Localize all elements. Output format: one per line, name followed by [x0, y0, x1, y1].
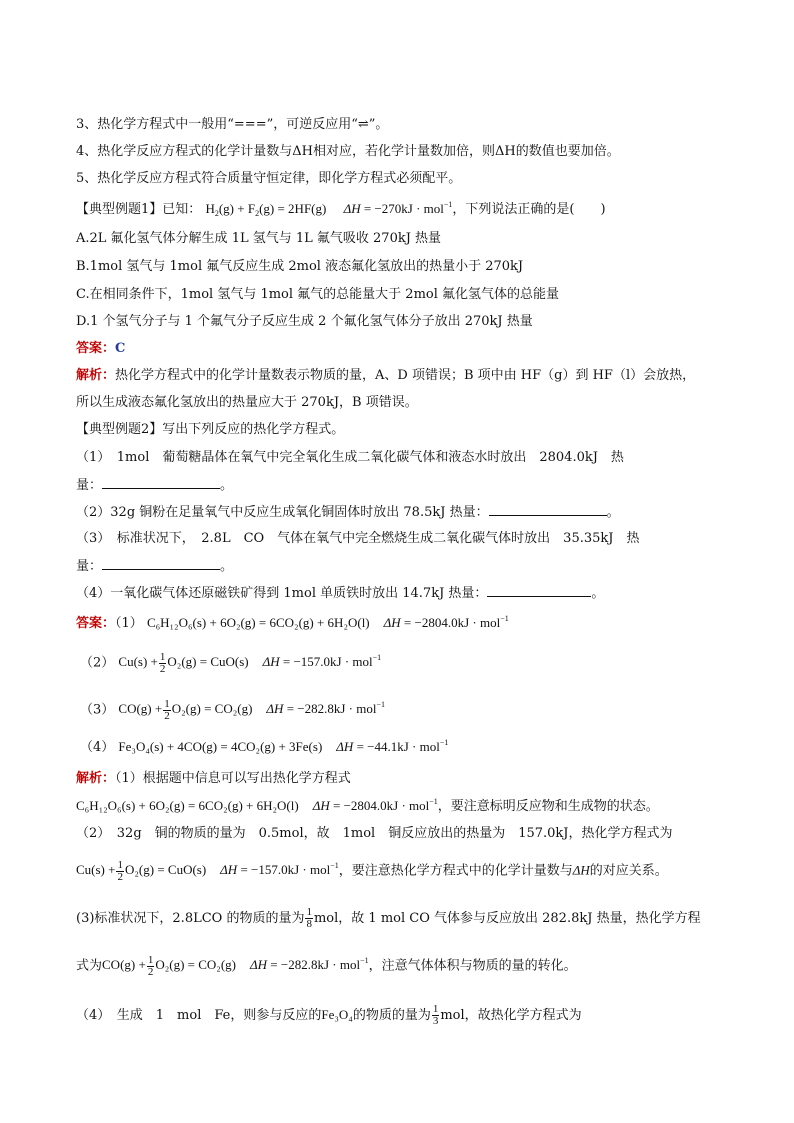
answer-3: （3） CO(g) + $\frac{1}{2}$ O₂(g) = CO₂(g) ΔH = −282.8kJ · mol$^{-1}$	[80, 698, 385, 722]
example-1-analysis-line-2: 所以生成液态氟化氢放出的热量应大于 270kJ，B 项错误。	[76, 395, 418, 410]
answer-1: 答案：（1） C₆H₁₂O₆(s) + 6O₂(g) = 6CO₂(g) + 6H₂O(l) ΔH = −2804.0kJ · mol$^{-1}$	[76, 614, 509, 631]
example-1-answer	[76, 340, 125, 358]
answer-value: C	[115, 341, 126, 356]
example-2-analysis-3-equation: 式为CO(g) + $\frac{1}{2}$ O₂(g) = CO₂(g) ΔH = −282.8kJ · mol$^{-1}$，注意气体体积与物质的量的转化。	[76, 954, 577, 978]
question-1-line-1: （1） 1mol 葡萄糖晶体在氧气中完全氧化生成二氧化碳气体和液态水时放出 2804.0kJ 热	[76, 450, 624, 465]
fraction-one-half: $\frac{1}{2}$	[147, 954, 154, 978]
example-1-equation: $H_2(g) + F_2(g) = 2HF(g) \Delta H = -270kJ \cdot mol^{-1}$	[205, 200, 453, 218]
question-3-line-2: 量： 。	[76, 559, 234, 574]
example-1-question: 【典型例题1】已知： $H_2(g) + F_2(g) = 2HF(g) \Delta H = -270kJ \cdot mol^{-1}$，下列说法正确的是( )	[76, 200, 606, 218]
question-3-line-1: （3） 标准状况下， 2.8L CO 气体在氧气中完全燃烧生成二氧化碳气体时放出 35.35kJ 热	[76, 531, 640, 546]
rule-5: 5、热化学反应方程式符合质量守恒定律，即化学方程式必须配平。	[76, 171, 462, 186]
example-2-title: 【典型例题2】写出下列反应的热化学方程式。	[76, 422, 345, 437]
answer-blank-1[interactable]	[102, 476, 220, 489]
example-2-analysis-1-equation: C₆H₁₂O₆(s) + 6O₂(g) = 6CO₂(g) + 6H₂O(l) ΔH = −2804.0kJ · mol$^{-1}$，要注意标明反应物和生成物的状态。	[76, 797, 659, 814]
option-d: D.1 个氢气分子与 1 个氟气分子反应生成 2 个氟化氢气体分子放出 270kJ 热量	[76, 314, 533, 329]
answer-blank-2[interactable]	[489, 503, 607, 516]
answer-blank-3[interactable]	[102, 557, 220, 570]
question-1-line-2: 量： 。	[76, 478, 234, 493]
example-2-analysis-3: (3)标准状况下，2.8LCO 的物质的量为 $\frac{1}{8}$ mol，故 1 mol CO 气体参与反应放出 282.8kJ 热量，热化学方程	[76, 906, 701, 930]
question-4: （4）一氧化碳气体还原磁铁矿得到 1mol 单质铁时放出 14.7kJ 热量： 。	[76, 586, 605, 601]
example-1-analysis-line-1: 解析：热化学方程式中的化学计量数表示物质的量，A、D 项错误；B 项中由 HF（g）到 HF（l）会放热，	[76, 368, 696, 383]
fraction-one-half: $\frac{1}{2}$	[117, 859, 123, 883]
option-c: C.在相同条件下，1mol 氢气与 1mol 氟气的总能量大于 2mol 氟化氢气体的总能量	[76, 287, 560, 302]
answer-blank-4[interactable]	[487, 584, 591, 597]
fraction-one-eighth: $\frac{1}{8}$	[306, 906, 312, 930]
option-b: B.1mol 氢气与 1mol 氟气反应生成 2mol 液态氟化氢放出的热量小于 270kJ	[76, 259, 524, 274]
answer-label: 答案：	[76, 341, 116, 356]
rule-3: 3、热化学方程式中一般用“===”，可逆反应用“⇌”。	[76, 117, 389, 132]
option-a: A.2L 氟化氢气体分解生成 1L 氢气与 1L 氟气吸收 270kJ 热量	[76, 231, 442, 246]
example-2-analysis-2-equation: Cu(s) + $\frac{1}{2}$ O₂(g) = CuO(s) ΔH = −157.0kJ · mol$^{-1}$，要注意热化学方程式中的化学计量数与ΔH的对应关系。	[76, 859, 668, 883]
question-2: （2）32g 铜粉在足量氧气中反应生成氧化铜固体时放出 78.5kJ 热量： 。	[76, 505, 620, 520]
analysis-label: 解析：	[76, 771, 116, 786]
fraction-one-half: $\frac{1}{2}$	[159, 651, 166, 675]
example-2-analysis-2: （2） 32g 铜的物质的量为 0.5mol，故 1mol 铜反应放出的热量为 157.0kJ，热化学方程式为	[76, 826, 673, 841]
example-2-analysis-4: （4） 生成 1 mol Fe，则参与反应的Fe₃O₄的物质的量为 $\frac{1}{3}$ mol，故热化学方程式为	[76, 1003, 582, 1027]
answer-4: （4） Fe₃O₄(s) + 4CO(g) = 4CO₂(g) + 3Fe(s) ΔH = −44.1kJ · mol$^{-1}$	[80, 738, 449, 755]
example-2-analysis-1: 解析：（1）根据题中信息可以写出热化学方程式	[76, 771, 351, 786]
analysis-label: 解析：	[76, 368, 116, 383]
example-2-label: 【典型例题2】	[76, 422, 163, 437]
fraction-one-third: $\frac{1}{3}$	[432, 1003, 439, 1027]
example-1-label: 【典型例题1】	[76, 202, 163, 217]
rule-4: 4、热化学反应方程式的化学计量数与ΔH相对应，若化学计量数加倍，则ΔH的数值也要加倍。	[76, 144, 620, 159]
fraction-one-half: $\frac{1}{2}$	[164, 698, 170, 722]
answer-2: （2） Cu(s) + $\frac{1}{2}$ O₂(g) = CuO(s) ΔH = −157.0kJ · mol$^{-1}$	[80, 651, 382, 675]
answer-label: 答案：	[76, 616, 116, 631]
